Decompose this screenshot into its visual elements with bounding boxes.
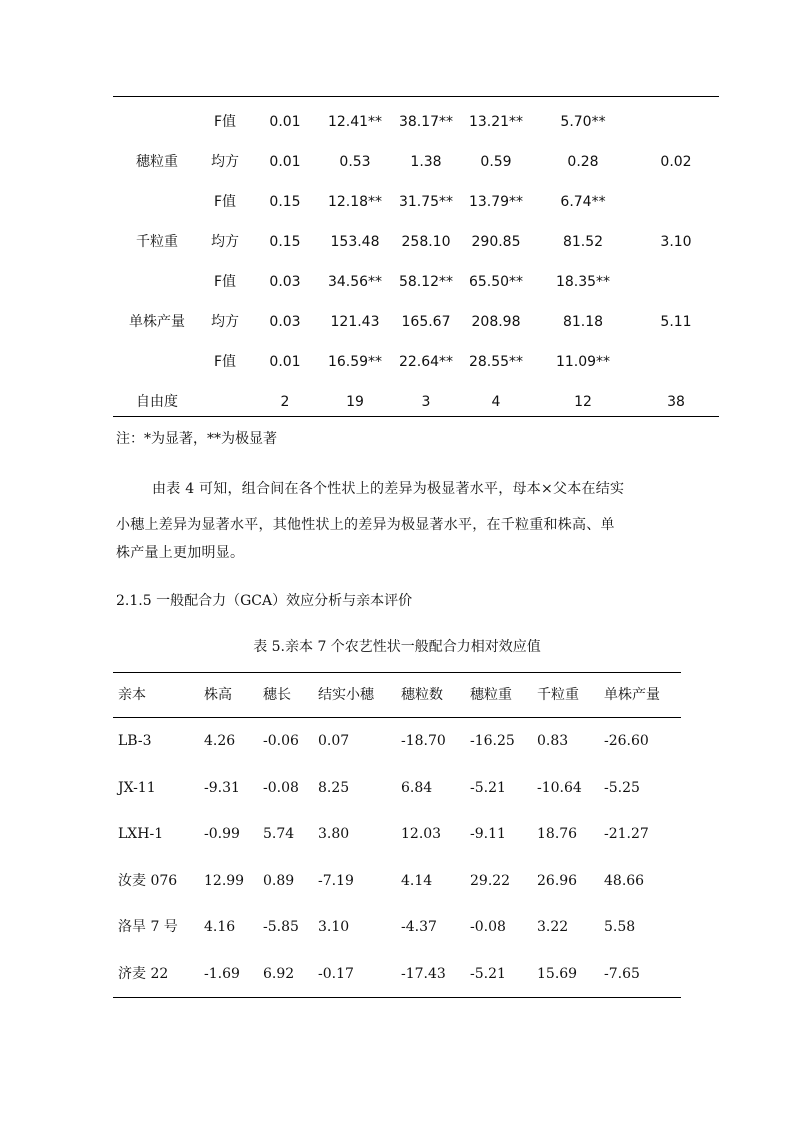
table-cell: 19 xyxy=(346,394,364,410)
header-row xyxy=(113,672,681,718)
table-cell: F值 xyxy=(213,354,237,370)
table-bottom-rule xyxy=(113,997,681,998)
table-cell: 0.03 xyxy=(269,314,301,330)
column-header: 穗长 xyxy=(263,687,291,703)
gca-table xyxy=(113,672,681,999)
table-cell: -0.08 xyxy=(470,919,506,935)
table-cell: 48.66 xyxy=(604,872,645,889)
table-cell: 4.26 xyxy=(204,733,236,749)
table-cell: 153.48 xyxy=(330,234,380,250)
table-cell: -0.17 xyxy=(318,965,354,982)
table-cell: 千粒重 xyxy=(136,234,178,250)
table-cell: 洛旱 7 号 xyxy=(118,919,178,935)
table-row xyxy=(113,718,681,764)
table-cell: -0.08 xyxy=(263,779,299,796)
paragraph-line-2: 小穗上差异为显著水平，其他性状上的差异为极显著水平，在千粒重和株高、单 xyxy=(116,517,615,533)
table-cell: 4.14 xyxy=(401,872,433,889)
table-cell: F值 xyxy=(213,274,237,290)
table-caption: 表 5.亲本 7 个农艺性状一般配合力相对效应值 xyxy=(253,639,541,655)
table-cell: -0.06 xyxy=(263,733,299,749)
column-header: 株高 xyxy=(204,687,232,703)
table-cell: -0.99 xyxy=(204,826,240,842)
table-row xyxy=(113,176,719,216)
table-cell: 38 xyxy=(667,394,685,410)
table-cell: 2 xyxy=(280,394,290,410)
table-cell: LXH-1 xyxy=(118,826,164,842)
table-cell: 6.74** xyxy=(560,194,606,210)
table-cell: 8.25 xyxy=(318,779,350,796)
table-cell: -16.25 xyxy=(470,733,515,749)
table-row xyxy=(113,96,719,136)
table-row xyxy=(113,904,681,950)
table-cell: -4.37 xyxy=(401,919,437,935)
section-heading: 2.1.5 一般配合力（GCA）效应分析与亲本评价 xyxy=(116,593,413,609)
table-cell: 均方 xyxy=(211,154,239,170)
table-cell: 自由度 xyxy=(136,394,178,410)
table-cell: 济麦 22 xyxy=(118,965,169,982)
table-cell: 81.52 xyxy=(562,234,604,250)
table-cell: -7.19 xyxy=(318,872,354,889)
column-header: 亲本 xyxy=(118,687,146,703)
table-row xyxy=(113,811,681,857)
table-bottom-rule xyxy=(113,416,719,417)
table-cell: F值 xyxy=(213,114,237,130)
table-cell: 290.85 xyxy=(471,234,521,250)
table-cell: 29.22 xyxy=(470,872,511,889)
table-cell: 5.11 xyxy=(660,314,692,330)
table-cell: 121.43 xyxy=(330,314,380,330)
table-cell: 34.56** xyxy=(327,274,383,290)
table-cell xyxy=(646,176,706,216)
table-cell: 3.10 xyxy=(318,919,350,935)
table-row xyxy=(113,136,719,176)
table-cell: 6.92 xyxy=(263,965,295,982)
table-cell: -9.31 xyxy=(204,779,240,796)
table-cell xyxy=(113,336,201,376)
column-header: 穗粒重 xyxy=(470,687,512,703)
table-cell: 258.10 xyxy=(401,234,451,250)
table-row xyxy=(113,858,681,904)
column-header: 单株产量 xyxy=(604,687,660,703)
table-cell: -5.21 xyxy=(470,779,506,796)
table-cell xyxy=(113,96,201,136)
table-cell: -10.64 xyxy=(537,779,582,796)
table-cell: 31.75** xyxy=(398,194,454,210)
table-cell: 65.50** xyxy=(468,274,524,290)
table-cell: 5.58 xyxy=(604,919,636,935)
table-cell: 汝麦 076 xyxy=(118,872,178,889)
table-cell xyxy=(646,336,706,376)
table-row xyxy=(113,765,681,811)
table-cell: 38.17** xyxy=(398,114,454,130)
table-cell: 12.41** xyxy=(327,114,383,130)
table-cell: 0.83 xyxy=(537,733,569,749)
table-cell: 3.10 xyxy=(660,234,692,250)
table-cell: -26.60 xyxy=(604,733,649,749)
table-cell: 5.74 xyxy=(263,826,295,842)
column-header: 结实小穗 xyxy=(318,687,374,703)
table-cell: 0.03 xyxy=(269,274,301,290)
table-row xyxy=(113,376,719,416)
table-cell: 0.01 xyxy=(269,154,301,170)
table-cell xyxy=(646,256,706,296)
table-cell: 165.67 xyxy=(401,314,451,330)
table-cell: -1.69 xyxy=(204,965,240,982)
table-cell xyxy=(200,376,250,416)
table-cell: 0.07 xyxy=(318,733,350,749)
table-cell: 16.59** xyxy=(327,354,383,370)
column-header: 穗粒数 xyxy=(401,687,443,703)
table-cell: 28.55** xyxy=(468,354,524,370)
table-cell: 4 xyxy=(491,394,501,410)
table-cell: 均方 xyxy=(211,234,239,250)
table-row xyxy=(113,951,681,997)
table-cell: 81.18 xyxy=(562,314,604,330)
table-row xyxy=(113,296,719,336)
table-row xyxy=(113,216,719,256)
table-note: 注：*为显著，**为极显著 xyxy=(116,431,277,447)
table-cell: 0.28 xyxy=(567,154,599,170)
paragraph-line-1: 由表 4 可知，组合间在各个性状上的差异为极显著水平，母本×父本在结实 xyxy=(152,481,625,497)
table-cell: 58.12** xyxy=(398,274,454,290)
table-cell: -18.70 xyxy=(401,733,446,749)
table-cell: 6.84 xyxy=(401,779,433,796)
table-cell: 1.38 xyxy=(410,154,442,170)
table-cell: 0.01 xyxy=(269,354,301,370)
table-cell: -5.85 xyxy=(263,919,299,935)
table-cell: 0.59 xyxy=(480,154,512,170)
table-cell: -9.11 xyxy=(470,826,506,842)
table-cell: 4.16 xyxy=(204,919,236,935)
table-cell: 11.09** xyxy=(555,354,611,370)
table-cell: 0.53 xyxy=(339,154,371,170)
table-cell xyxy=(113,256,201,296)
table-cell: 0.89 xyxy=(263,872,295,889)
table-cell: -7.65 xyxy=(604,965,640,982)
table-cell: 单株产量 xyxy=(129,314,185,330)
table-cell: 12.99 xyxy=(204,872,245,889)
table-cell xyxy=(646,96,706,136)
table-cell: JX-11 xyxy=(118,779,156,796)
table-cell: 15.69 xyxy=(537,965,578,982)
table-cell: 0.15 xyxy=(269,234,301,250)
table-cell: 0.02 xyxy=(660,154,692,170)
table-cell: -17.43 xyxy=(401,965,446,982)
table-cell: 0.01 xyxy=(269,114,301,130)
table-cell: 3 xyxy=(421,394,431,410)
table-cell: 13.79** xyxy=(468,194,524,210)
paragraph-line-3: 株产量上更加明显。 xyxy=(116,545,245,561)
table-cell: 0.15 xyxy=(269,194,301,210)
table-cell: LB-3 xyxy=(118,733,152,749)
table-cell: 穗粒重 xyxy=(136,154,178,170)
table-cell: 22.64** xyxy=(398,354,454,370)
table-cell xyxy=(113,176,201,216)
table-cell: 208.98 xyxy=(471,314,521,330)
column-header: 千粒重 xyxy=(537,687,579,703)
table-row xyxy=(113,256,719,296)
table-cell: 13.21** xyxy=(468,114,524,130)
table-cell: -5.25 xyxy=(604,779,640,796)
table-cell: 12.18** xyxy=(327,194,383,210)
table-cell: 26.96 xyxy=(537,872,578,889)
table-cell: 均方 xyxy=(211,314,239,330)
table-cell: 12 xyxy=(574,394,592,410)
table-cell: 12.03 xyxy=(401,826,442,842)
table-cell: -21.27 xyxy=(604,826,649,842)
table-cell: F值 xyxy=(213,194,237,210)
table-cell: 3.22 xyxy=(537,919,569,935)
table-cell: 18.76 xyxy=(537,826,578,842)
table-cell: -5.21 xyxy=(470,965,506,982)
table-cell: 3.80 xyxy=(318,826,350,842)
table-row xyxy=(113,336,719,376)
table-cell: 5.70** xyxy=(560,114,606,130)
table-cell: 18.35** xyxy=(555,274,611,290)
